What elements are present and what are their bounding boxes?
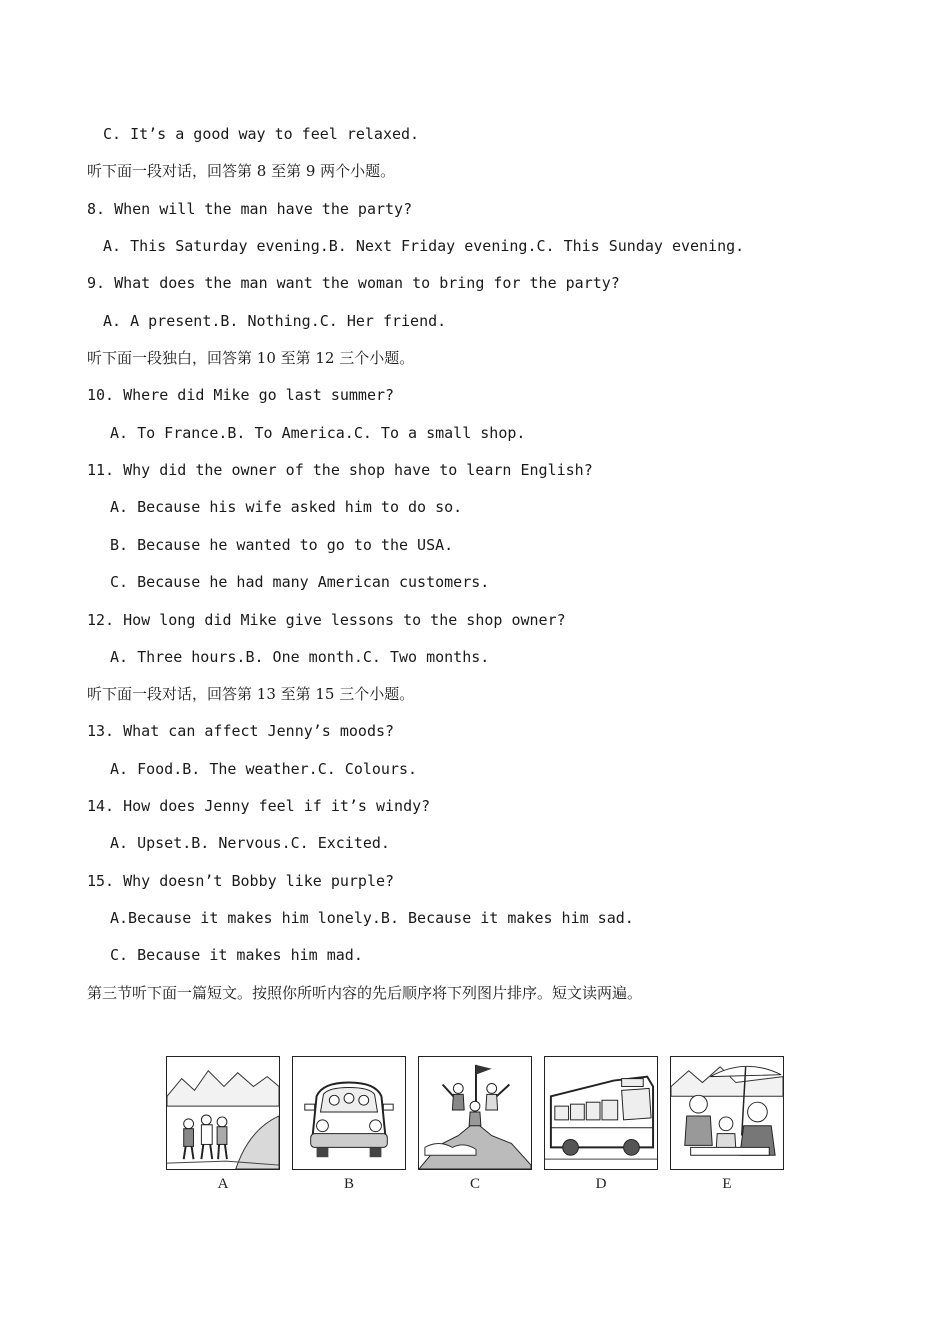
section-3-instruction: 第三节听下面一篇短文。按照你所听内容的先后顺序将下列图片排序。短文读两遍。 — [87, 984, 643, 1002]
options-15ab: A.Because it makes him lonely.B. Because it makes him sad. — [110, 909, 634, 927]
option-11b: B. Because he wanted to go to the USA. — [110, 536, 454, 554]
hikers-icon — [166, 1056, 280, 1170]
option-11a: A. Because his wife asked him to do so. — [110, 498, 463, 516]
bus-icon — [544, 1056, 658, 1170]
picture-row — [166, 1056, 786, 1196]
picture-label-e: E — [722, 1176, 732, 1192]
section-instruction: 听下面一段独白，回答第 10 至第 12 三个小题。 — [87, 349, 415, 367]
question-10: 10. Where did Mike go last summer? — [87, 386, 395, 404]
question-14: 14. How does Jenny feel if it’s windy? — [87, 797, 431, 815]
question-11: 11. Why did the owner of the shop have to learn English? — [87, 461, 593, 479]
options-13: A. Food.B. The weather.C. Colours. — [110, 760, 418, 778]
option-line: C. It’s a good way to feel relaxed. — [103, 125, 420, 143]
section-instruction: 听下面一段对话，回答第 13 至第 15 三个小题。 — [87, 685, 415, 703]
question-8: 8. When will the man have the party? — [87, 200, 413, 218]
options-8: A. This Saturday evening.B. Next Friday evening.C. This Sunday evening. — [103, 237, 745, 255]
options-12: A. Three hours.B. One month.C. Two months. — [110, 648, 490, 666]
section-instruction: 听下面一段对话，回答第 8 至第 9 两个小题。 — [87, 162, 396, 180]
picture-label-d: D — [595, 1176, 607, 1192]
options-10: A. To France.B. To America.C. To a small shop. — [110, 424, 526, 442]
option-11c: C. Because he had many American customers. — [110, 573, 490, 591]
question-12: 12. How long did Mike give lessons to the shop owner? — [87, 611, 566, 629]
question-13: 13. What can affect Jenny’s moods? — [87, 722, 395, 740]
picture-label-a: A — [217, 1176, 229, 1192]
question-9: 9. What does the man want the woman to bring for the party? — [87, 274, 620, 292]
options-9: A. A present.B. Nothing.C. Her friend. — [103, 312, 447, 330]
mountain-top-icon — [418, 1056, 532, 1170]
option-15c: C. Because it makes him mad. — [110, 946, 363, 964]
picnic-icon — [670, 1056, 784, 1170]
options-14: A. Upset.B. Nervous.C. Excited. — [110, 834, 390, 852]
question-15: 15. Why doesn’t Bobby like purple? — [87, 872, 395, 890]
picture-label-c: C — [469, 1176, 480, 1192]
car-icon — [292, 1056, 406, 1170]
picture-label-b: B — [343, 1176, 354, 1192]
